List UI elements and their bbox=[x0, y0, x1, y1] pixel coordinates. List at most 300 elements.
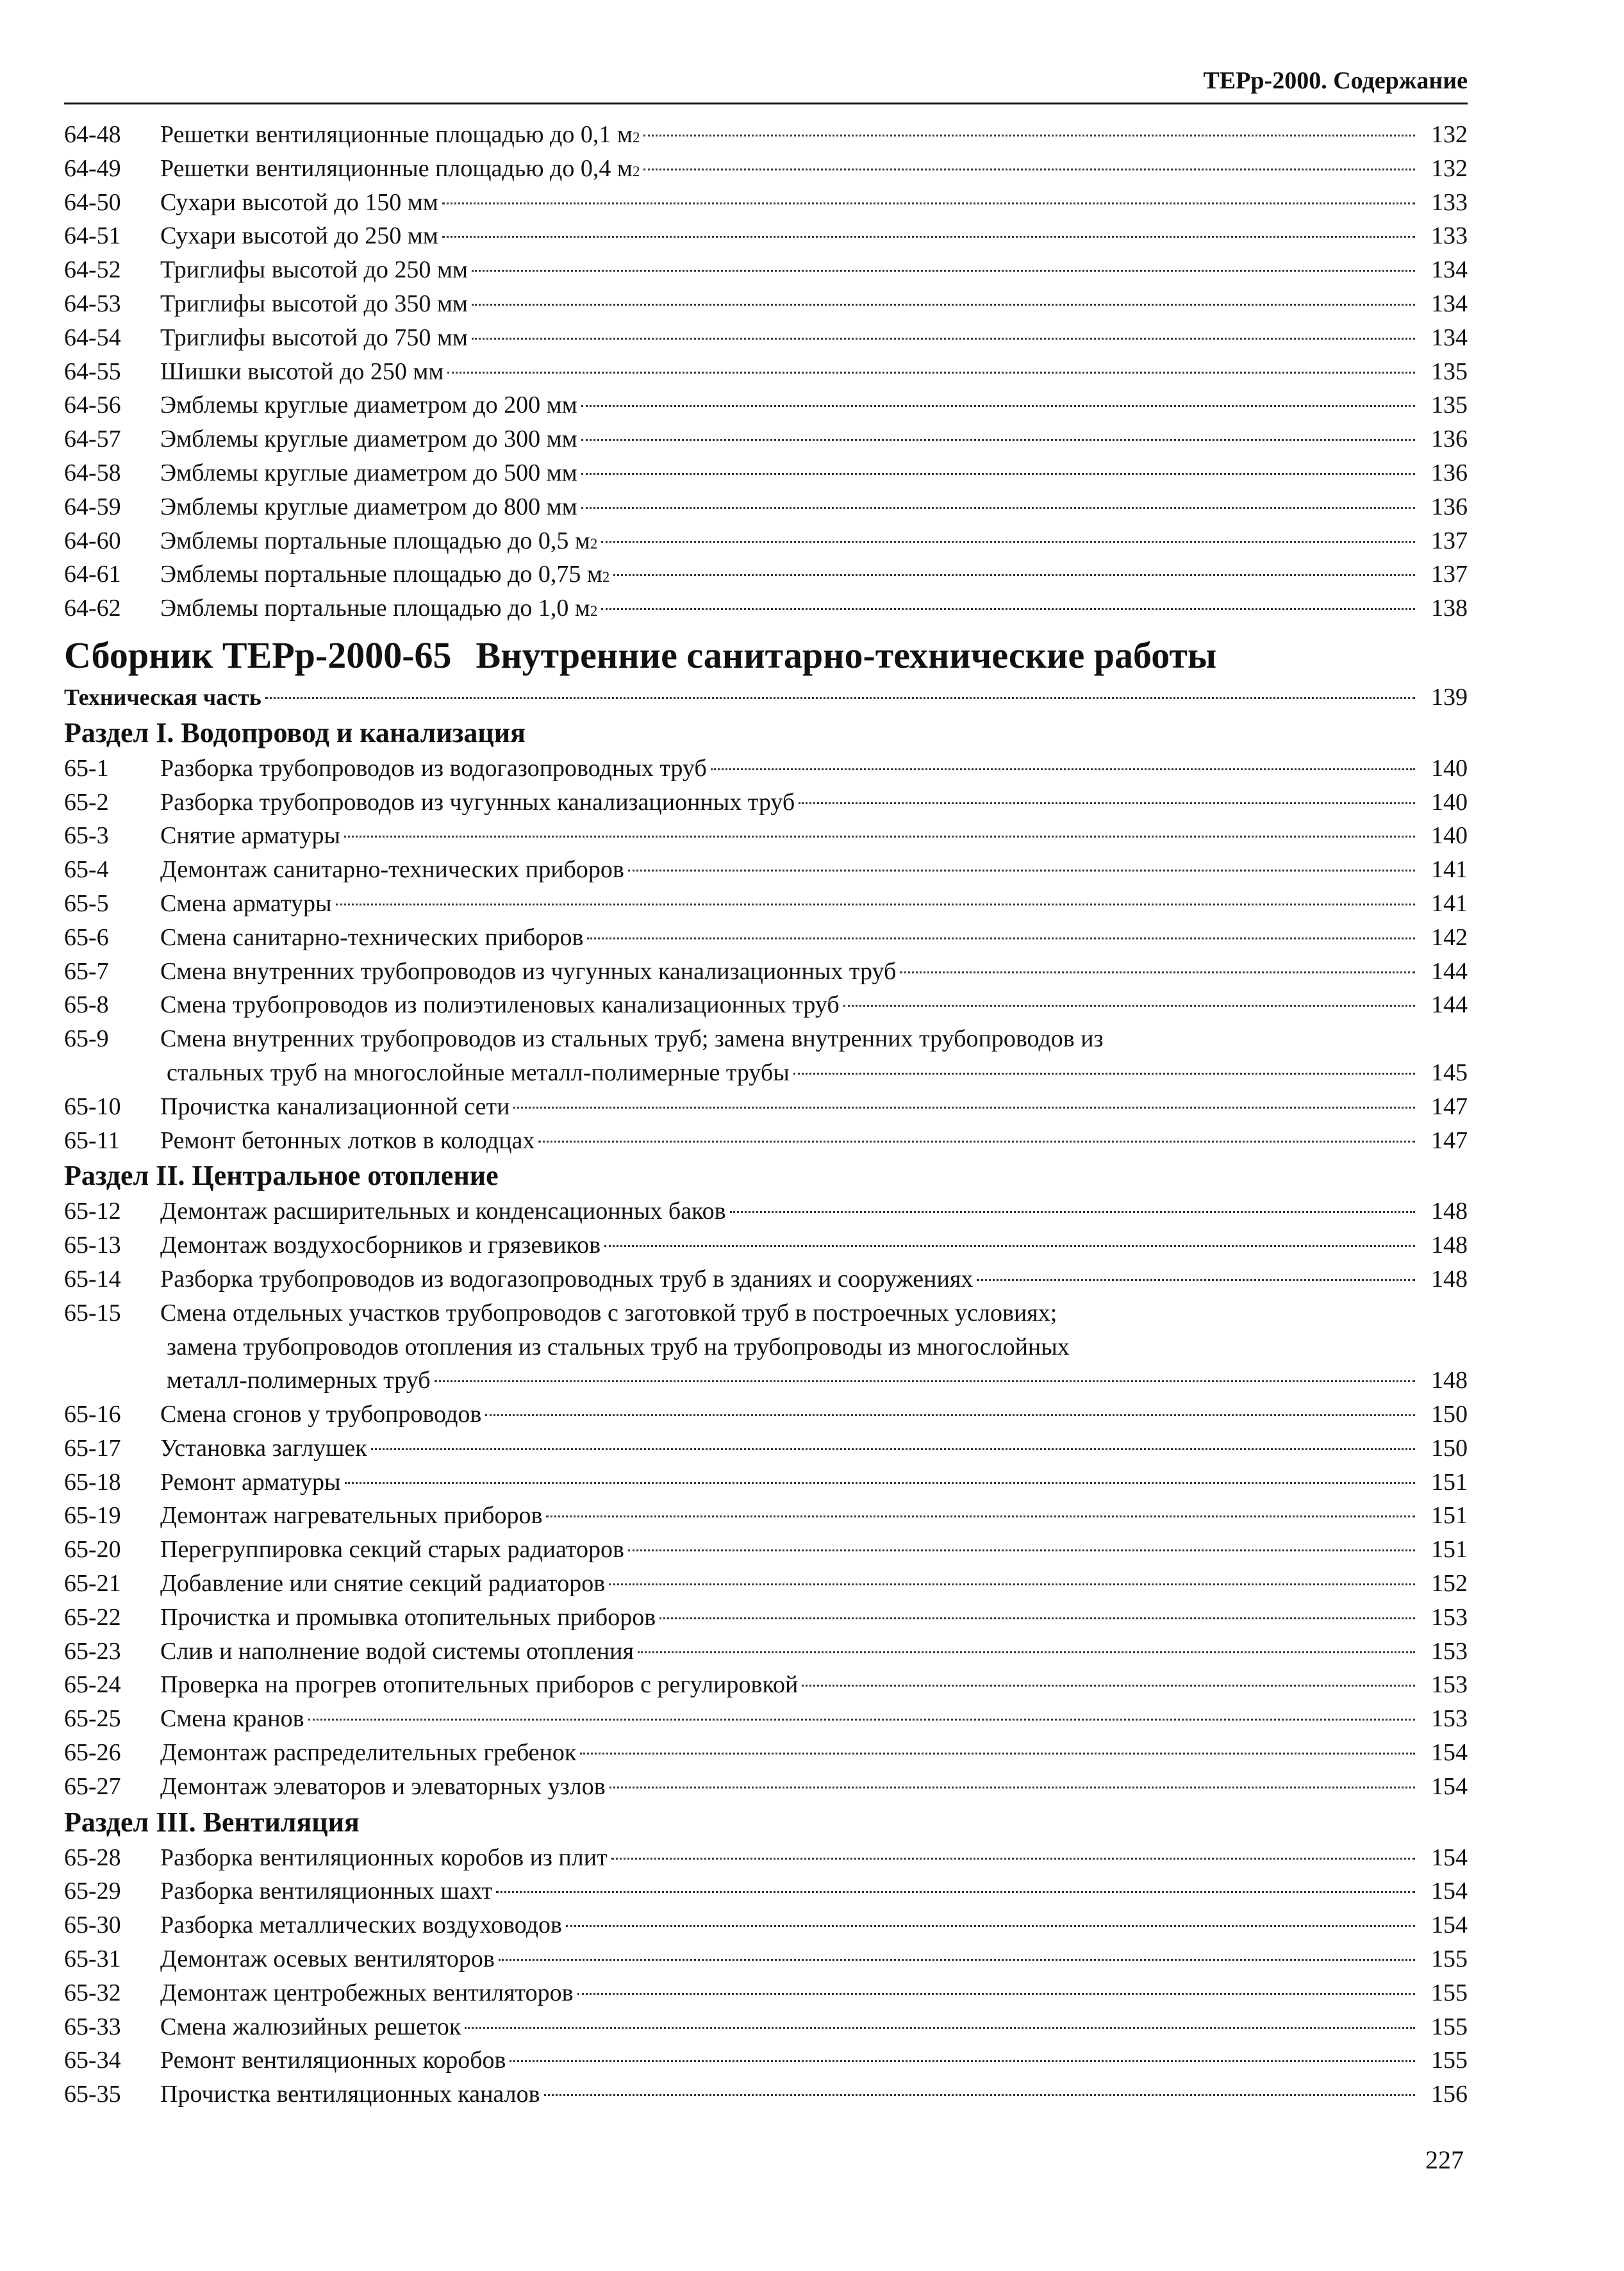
entry-text bbox=[160, 955, 1419, 989]
entry-page: 153 bbox=[1431, 1637, 1468, 1665]
entry-text: Решетки вентиляционные площадью до 0,4 м 2 bbox=[160, 152, 1419, 186]
entry-text bbox=[160, 1296, 1419, 1330]
entry-title: Демонтаж расширительных и конденсационных баков bbox=[160, 1198, 726, 1225]
dot-leader bbox=[609, 1583, 1415, 1585]
entry-number: 64-50 bbox=[64, 188, 121, 216]
toc-entry[interactable] bbox=[64, 490, 1468, 524]
dot-leader bbox=[510, 2060, 1415, 2062]
entry-number: 65-31 bbox=[64, 1945, 121, 1973]
entry-text bbox=[160, 1090, 1419, 1124]
entry-title: Ремонт бетонных лотков в колодцах bbox=[160, 1127, 535, 1154]
entry-text bbox=[160, 1635, 1419, 1669]
entry-title: Смена арматуры bbox=[160, 889, 332, 917]
entry-title: Смена внутренних трубопроводов из стальных труб; замена внутренних трубопроводов из bbox=[160, 1025, 1104, 1053]
entry-title: Разборка вентиляционных шахт bbox=[160, 1878, 493, 1905]
entry-text bbox=[160, 1908, 1419, 1942]
section-heading: Раздел I. Водопровод и канализация bbox=[64, 716, 526, 748]
entry-text bbox=[160, 1228, 1419, 1262]
tech-part-entry[interactable] bbox=[64, 681, 1468, 714]
toc-entry[interactable] bbox=[64, 1874, 1468, 1908]
entry-text bbox=[160, 1398, 1419, 1432]
toc-entry[interactable] bbox=[64, 1601, 1468, 1635]
entry-title: Разборка трубопроводов из водогазопроводных труб bbox=[160, 754, 707, 782]
entry-page: 154 bbox=[1431, 1844, 1468, 1871]
dot-leader bbox=[711, 768, 1415, 770]
entry-page: 153 bbox=[1431, 1705, 1468, 1733]
running-header bbox=[64, 64, 1468, 104]
toc-entry[interactable] bbox=[64, 1228, 1468, 1262]
dot-leader bbox=[604, 1245, 1415, 1247]
entry-text bbox=[160, 1533, 1419, 1567]
entry-title: Смена санитарно-технических приборов bbox=[160, 923, 584, 951]
entry-title: Смена отдельных участков трубопроводов с заготовкой труб в построечных условиях; bbox=[160, 1299, 1057, 1326]
entry-title: Демонтаж элеваторов и элеваторных узлов bbox=[160, 1772, 606, 1800]
entry-page: 140 bbox=[1431, 788, 1468, 816]
toc-entry[interactable] bbox=[64, 1841, 1468, 1875]
dot-leader bbox=[472, 338, 1415, 340]
entry-page: 154 bbox=[1431, 1772, 1468, 1800]
dot-leader bbox=[601, 541, 1415, 543]
entry-number: 65-15 bbox=[64, 1299, 121, 1326]
dot-leader bbox=[643, 135, 1415, 136]
dot-leader bbox=[659, 1617, 1415, 1619]
entry-text: Эмблемы портальные площадью до 0,5 м 2 bbox=[160, 524, 1419, 558]
entry-title: Триглифы высотой до 750 мм bbox=[160, 324, 468, 351]
dot-leader bbox=[447, 372, 1415, 374]
entry-number: 64-53 bbox=[64, 290, 121, 317]
entry-page: 141 bbox=[1431, 856, 1468, 884]
entry-title: Разборка вентиляционных коробов из плит bbox=[160, 1844, 608, 1871]
entry-page: 142 bbox=[1431, 923, 1468, 951]
entry-page: 150 bbox=[1431, 1401, 1468, 1428]
dot-leader bbox=[513, 1107, 1415, 1109]
dot-leader bbox=[900, 971, 1415, 973]
entry-number: 65-20 bbox=[64, 1536, 121, 1564]
entry-page: 144 bbox=[1431, 957, 1468, 985]
entry-page: 134 bbox=[1431, 290, 1468, 317]
page-number: 227 bbox=[1425, 2145, 1464, 2174]
entry-title: Демонтаж центробежных вентиляторов bbox=[160, 1979, 574, 2006]
entry-text bbox=[160, 1770, 1419, 1804]
entry-text bbox=[160, 1567, 1419, 1601]
entry-text: Эмблемы портальные площадью до 1,0 м 2 bbox=[160, 591, 1419, 625]
entry-number: 64-49 bbox=[64, 154, 121, 182]
entry-page: 153 bbox=[1431, 1603, 1468, 1631]
toc-entry[interactable] bbox=[64, 1499, 1468, 1533]
dot-leader bbox=[638, 1651, 1415, 1653]
entry-title: Эмблемы круглые диаметром до 200 мм bbox=[160, 392, 577, 419]
entry-page: 132 bbox=[1431, 154, 1468, 182]
toc-entry[interactable] bbox=[64, 1364, 1468, 1398]
entry-page: 137 bbox=[1431, 527, 1468, 554]
entry-number: 65-29 bbox=[64, 1878, 121, 1905]
toc-entry[interactable] bbox=[64, 287, 1468, 321]
entry-page: 138 bbox=[1431, 595, 1468, 622]
entry-title: замена трубопроводов отопления из стальных труб на трубопроводы из многослойных bbox=[167, 1333, 1070, 1360]
dot-leader bbox=[577, 1993, 1415, 1995]
entry-number: 64-60 bbox=[64, 527, 121, 554]
entry-text bbox=[160, 1976, 1419, 2010]
entry-title: Эмблемы портальные площадью до 1,0 м bbox=[160, 595, 590, 622]
dot-leader bbox=[730, 1211, 1415, 1213]
entry-page: 136 bbox=[1431, 459, 1468, 486]
toc-entry[interactable] bbox=[64, 1466, 1468, 1499]
entry-number: 64-61 bbox=[64, 561, 121, 588]
dot-leader bbox=[496, 1891, 1415, 1893]
entry-page: 152 bbox=[1431, 1570, 1468, 1598]
entry-title: Прочистка и промывка отопительных приборов bbox=[160, 1603, 656, 1631]
toc-entry[interactable] bbox=[64, 1635, 1468, 1669]
dot-leader bbox=[308, 1719, 1415, 1721]
toc-entry[interactable] bbox=[64, 752, 1468, 786]
collection-id: Сборник ТЕРр-2000-65 bbox=[64, 634, 452, 676]
entry-page: 135 bbox=[1431, 358, 1468, 385]
entry-number: 65-33 bbox=[64, 2013, 121, 2040]
dot-leader bbox=[538, 1141, 1415, 1143]
toc-entry[interactable] bbox=[64, 2077, 1468, 2111]
entry-number: 64-54 bbox=[64, 324, 121, 351]
toc-entry[interactable] bbox=[64, 1567, 1468, 1601]
toc-entry[interactable] bbox=[64, 1124, 1468, 1158]
entry-text bbox=[160, 853, 1419, 887]
toc-entry[interactable] bbox=[64, 853, 1468, 887]
entry-number: 65-26 bbox=[64, 1739, 121, 1767]
toc-entry[interactable] bbox=[64, 321, 1468, 355]
entry-title: Сухари высотой до 250 мм bbox=[160, 222, 438, 250]
entry-number: 65-9 bbox=[64, 1025, 109, 1053]
dot-leader bbox=[345, 1482, 1415, 1484]
dot-leader bbox=[442, 236, 1415, 238]
entry-title: стальных труб на многослойные металл-полимерные трубы bbox=[167, 1059, 790, 1086]
entry-number: 64-52 bbox=[64, 256, 121, 284]
entry-text bbox=[160, 388, 1419, 422]
entry-text bbox=[160, 1124, 1419, 1158]
entry-text bbox=[64, 681, 1419, 714]
entry-number: 64-62 bbox=[64, 595, 121, 622]
dot-leader bbox=[580, 1753, 1415, 1755]
entry-number: 64-59 bbox=[64, 493, 121, 520]
section-heading: Раздел II. Центральное отопление bbox=[64, 1160, 499, 1192]
toc-entry[interactable] bbox=[64, 253, 1468, 287]
entry-number: 65-16 bbox=[64, 1401, 121, 1428]
entry-text: Решетки вентиляционные площадью до 0,1 м 2 bbox=[160, 118, 1419, 152]
toc-entry[interactable] bbox=[64, 1090, 1468, 1124]
entry-number: 65-24 bbox=[64, 1671, 121, 1699]
dot-leader bbox=[544, 2094, 1415, 2096]
entry-number: 64-57 bbox=[64, 425, 121, 453]
entry-page: 148 bbox=[1431, 1367, 1468, 1394]
dot-leader bbox=[435, 1380, 1415, 1382]
toc-entry[interactable] bbox=[64, 422, 1468, 456]
dot-leader bbox=[793, 1073, 1415, 1075]
entry-title: Разборка трубопроводов из чугунных канализационных труб bbox=[160, 788, 795, 816]
dot-leader bbox=[581, 473, 1415, 475]
dot-leader bbox=[442, 202, 1415, 204]
entry-number: 64-58 bbox=[64, 459, 121, 486]
entry-text bbox=[160, 1668, 1419, 1702]
toc-entry[interactable] bbox=[64, 186, 1468, 220]
dot-leader bbox=[265, 697, 1415, 699]
entry-page: 155 bbox=[1431, 1945, 1468, 1973]
entry-text bbox=[160, 1841, 1419, 1875]
dot-leader bbox=[643, 169, 1415, 170]
entry-title: Демонтаж санитарно-технических приборов bbox=[160, 856, 624, 884]
entry-title: Решетки вентиляционные площадью до 0,1 м bbox=[160, 121, 633, 148]
entry-title: Прочистка канализационной сети bbox=[160, 1093, 510, 1120]
entry-text bbox=[160, 1702, 1419, 1736]
entry-text bbox=[160, 456, 1419, 490]
entry-title: Сухари высотой до 150 мм bbox=[160, 188, 438, 216]
toc-entry[interactable] bbox=[64, 2044, 1468, 2077]
entry-title: Разборка трубопроводов из водогазопроводных труб в зданиях и сооружениях bbox=[160, 1265, 974, 1292]
entry-page: 136 bbox=[1431, 493, 1468, 520]
dot-leader bbox=[336, 904, 1415, 905]
toc-entry[interactable] bbox=[64, 887, 1468, 921]
entry-title: металл-полимерных труб bbox=[167, 1367, 431, 1394]
entry-title: Смена трубопроводов из полиэтиленовых канализационных труб bbox=[160, 991, 840, 1019]
entry-text bbox=[160, 1330, 1419, 1364]
entry-text bbox=[160, 1466, 1419, 1499]
entry-title: Демонтаж распределительных гребенок bbox=[160, 1739, 577, 1767]
entry-title: Установка заглушек bbox=[160, 1434, 367, 1462]
dot-leader bbox=[472, 304, 1415, 306]
toc-entry[interactable] bbox=[64, 456, 1468, 490]
entry-number: 65-10 bbox=[64, 1093, 121, 1120]
toc-entry[interactable] bbox=[64, 355, 1468, 389]
entry-page: 154 bbox=[1431, 1739, 1468, 1767]
entry-title: Демонтаж осевых вентиляторов bbox=[160, 1945, 495, 1973]
entry-text bbox=[160, 1022, 1419, 1056]
toc-entry[interactable] bbox=[64, 819, 1468, 853]
entry-number: 65-28 bbox=[64, 1844, 121, 1871]
entry-title: Смена внутренних трубопроводов из чугунных канализационных труб bbox=[160, 957, 897, 985]
header-title: ТЕРр-2000. Содержание bbox=[1203, 67, 1468, 94]
dot-leader bbox=[581, 439, 1415, 441]
toc-entry[interactable] bbox=[64, 219, 1468, 253]
dot-leader bbox=[566, 1925, 1415, 1927]
toc-entry[interactable] bbox=[64, 152, 1468, 186]
entry-number: 65-13 bbox=[64, 1232, 121, 1259]
entry-text bbox=[160, 819, 1419, 853]
entry-page: 134 bbox=[1431, 324, 1468, 351]
entry-text bbox=[160, 2044, 1419, 2077]
entry-title: Смена сгонов у трубопроводов bbox=[160, 1401, 482, 1428]
entry-title: Триглифы высотой до 250 мм bbox=[160, 256, 468, 284]
toc-entry[interactable] bbox=[64, 1533, 1468, 1567]
toc-entry[interactable] bbox=[64, 1770, 1468, 1804]
toc-entry[interactable] bbox=[64, 1976, 1468, 2010]
dot-leader bbox=[581, 507, 1415, 509]
entry-text bbox=[160, 2010, 1419, 2044]
entry-title: Эмблемы портальные площадью до 0,5 м bbox=[160, 527, 590, 554]
toc-entry[interactable] bbox=[64, 2010, 1468, 2044]
entry-title: Смена кранов bbox=[160, 1705, 304, 1733]
entry-title: Решетки вентиляционные площадью до 0,4 м bbox=[160, 154, 633, 182]
toc-entry[interactable] bbox=[64, 388, 1468, 422]
entry-number: 65-22 bbox=[64, 1603, 121, 1631]
entry-text bbox=[160, 1601, 1419, 1635]
entry-text bbox=[160, 1364, 1419, 1398]
entry-text bbox=[160, 752, 1419, 786]
entry-page: 151 bbox=[1431, 1502, 1468, 1530]
entry-number: 64-56 bbox=[64, 392, 121, 419]
toc-entry[interactable] bbox=[64, 988, 1468, 1022]
entry-text bbox=[160, 219, 1419, 253]
dot-leader bbox=[371, 1448, 1415, 1450]
entry-page: 148 bbox=[1431, 1198, 1468, 1225]
entry-number: 64-48 bbox=[64, 121, 121, 148]
entry-title: Ремонт арматуры bbox=[160, 1468, 341, 1496]
entry-page: 135 bbox=[1431, 392, 1468, 419]
toc-entry[interactable] bbox=[64, 1022, 1468, 1056]
entry-page: 144 bbox=[1431, 991, 1468, 1019]
entry-page: 155 bbox=[1431, 2013, 1468, 2040]
entry-text bbox=[160, 422, 1419, 456]
dot-leader bbox=[628, 870, 1415, 871]
entry-title: Прочистка вентиляционных каналов bbox=[160, 2081, 540, 2108]
entry-number: 65-12 bbox=[64, 1198, 121, 1225]
entry-page: 148 bbox=[1431, 1265, 1468, 1292]
entry-text bbox=[160, 1736, 1419, 1770]
entry-text bbox=[160, 1499, 1419, 1533]
toc-entry[interactable] bbox=[64, 1432, 1468, 1466]
entry-page: 141 bbox=[1431, 889, 1468, 917]
entry-text bbox=[160, 1262, 1419, 1296]
entry-page: 155 bbox=[1431, 1979, 1468, 2006]
entry-number: 64-51 bbox=[64, 222, 121, 250]
entry-page: 156 bbox=[1431, 2081, 1468, 2108]
entry-text bbox=[160, 355, 1419, 389]
entry-title: Триглифы высотой до 350 мм bbox=[160, 290, 468, 317]
entry-text bbox=[160, 1194, 1419, 1228]
entry-number: 65-19 bbox=[64, 1502, 121, 1530]
entry-number: 65-14 bbox=[64, 1265, 121, 1292]
dot-leader bbox=[485, 1414, 1415, 1416]
toc-entry[interactable] bbox=[64, 1736, 1468, 1770]
toc-entry[interactable] bbox=[64, 524, 1468, 558]
entry-title: Демонтаж воздухосборников и грязевиков bbox=[160, 1232, 601, 1259]
entry-number: 65-34 bbox=[64, 2047, 121, 2074]
toc-entry[interactable] bbox=[64, 118, 1468, 152]
toc-entry[interactable] bbox=[64, 1702, 1468, 1736]
entry-number: 64-55 bbox=[64, 358, 121, 385]
toc-entry[interactable] bbox=[64, 1908, 1468, 1942]
toc-entry[interactable] bbox=[64, 1398, 1468, 1432]
entry-text bbox=[160, 1056, 1419, 1090]
dot-leader bbox=[628, 1549, 1415, 1551]
entry-page: 134 bbox=[1431, 256, 1468, 284]
dot-leader bbox=[546, 1515, 1415, 1517]
entry-title: Техническая часть bbox=[64, 684, 261, 710]
entry-text bbox=[160, 988, 1419, 1022]
entry-page: 154 bbox=[1431, 1912, 1468, 1939]
entry-text bbox=[160, 921, 1419, 955]
entry-number: 65-4 bbox=[64, 856, 109, 884]
entry-number: 65-30 bbox=[64, 1912, 121, 1939]
entry-title: Смена жалюзийных решеток bbox=[160, 2013, 461, 2040]
entry-title: Эмблемы круглые диаметром до 300 мм bbox=[160, 425, 577, 453]
dot-leader bbox=[609, 1787, 1415, 1788]
entry-number: 65-23 bbox=[64, 1637, 121, 1665]
entry-title: Проверка на прогрев отопительных приборов с регулировкой bbox=[160, 1671, 799, 1699]
toc-entry[interactable] bbox=[64, 1262, 1468, 1296]
dot-leader bbox=[802, 1685, 1415, 1687]
entry-title: Слив и наполнение водой системы отопления bbox=[160, 1637, 634, 1665]
entry-number: 65-7 bbox=[64, 957, 109, 985]
dot-leader bbox=[843, 1005, 1415, 1007]
entry-title: Снятие арматуры bbox=[160, 822, 341, 850]
toc-entry[interactable] bbox=[64, 1330, 1468, 1364]
entry-title: Перегруппировка секций старых радиаторов bbox=[160, 1536, 624, 1564]
entry-title: Эмблемы круглые диаметром до 500 мм bbox=[160, 459, 577, 486]
entry-page: 151 bbox=[1431, 1536, 1468, 1564]
entry-page: 145 bbox=[1431, 1059, 1468, 1086]
toc-entry[interactable] bbox=[64, 921, 1468, 955]
entry-page: 151 bbox=[1431, 1468, 1468, 1496]
entry-page: 133 bbox=[1431, 222, 1468, 250]
entry-title: Шишки высотой до 250 мм bbox=[160, 358, 444, 385]
toc-entry[interactable] bbox=[64, 1056, 1468, 1090]
collection-heading bbox=[64, 631, 1468, 681]
entry-number: 65-5 bbox=[64, 889, 109, 917]
toc-entry[interactable] bbox=[64, 591, 1468, 625]
entry-page: 140 bbox=[1431, 754, 1468, 782]
entry-text bbox=[160, 887, 1419, 921]
toc-entry[interactable] bbox=[64, 1942, 1468, 1976]
entry-number: 65-18 bbox=[64, 1468, 121, 1496]
entry-page: 140 bbox=[1431, 822, 1468, 850]
entry-title: Демонтаж нагревательных приборов bbox=[160, 1502, 543, 1530]
entry-title: Добавление или снятие секций радиаторов bbox=[160, 1570, 606, 1598]
toc-entry[interactable] bbox=[64, 786, 1468, 820]
entry-number: 65-6 bbox=[64, 923, 109, 951]
dot-leader bbox=[613, 574, 1415, 576]
entry-number: 65-3 bbox=[64, 822, 109, 850]
entry-page: 139 bbox=[1431, 683, 1468, 711]
dot-leader bbox=[587, 937, 1415, 939]
entry-text bbox=[160, 490, 1419, 524]
collection-title: Внутренние санитарно-технические работы bbox=[476, 634, 1217, 676]
table-of-contents bbox=[64, 118, 1468, 2111]
toc-entry[interactable] bbox=[64, 1668, 1468, 1702]
entry-title: Ремонт вентиляционных коробов bbox=[160, 2047, 506, 2074]
dot-leader bbox=[581, 405, 1415, 407]
toc-entry[interactable] bbox=[64, 1296, 1468, 1330]
dot-leader bbox=[611, 1858, 1415, 1860]
entry-number: 65-8 bbox=[64, 991, 109, 1019]
entry-number: 65-1 bbox=[64, 754, 109, 782]
entry-number: 65-17 bbox=[64, 1434, 121, 1462]
entry-number: 65-11 bbox=[64, 1127, 120, 1154]
entry-number: 65-27 bbox=[64, 1772, 121, 1800]
entry-text: Эмблемы портальные площадью до 0,75 м 2 bbox=[160, 557, 1419, 591]
entry-text bbox=[160, 287, 1419, 321]
entry-page: 137 bbox=[1431, 561, 1468, 588]
toc-entry[interactable] bbox=[64, 557, 1468, 591]
entry-page: 153 bbox=[1431, 1671, 1468, 1699]
dot-leader bbox=[977, 1279, 1415, 1281]
entry-page: 133 bbox=[1431, 188, 1468, 216]
toc-entry[interactable] bbox=[64, 955, 1468, 989]
entry-page: 148 bbox=[1431, 1232, 1468, 1259]
dot-leader bbox=[344, 836, 1415, 838]
entry-number: 65-2 bbox=[64, 788, 109, 816]
dot-leader bbox=[601, 608, 1415, 610]
entry-text bbox=[160, 321, 1419, 355]
dot-leader bbox=[465, 2027, 1415, 2029]
entry-text bbox=[160, 2077, 1419, 2111]
toc-entry[interactable] bbox=[64, 1194, 1468, 1228]
